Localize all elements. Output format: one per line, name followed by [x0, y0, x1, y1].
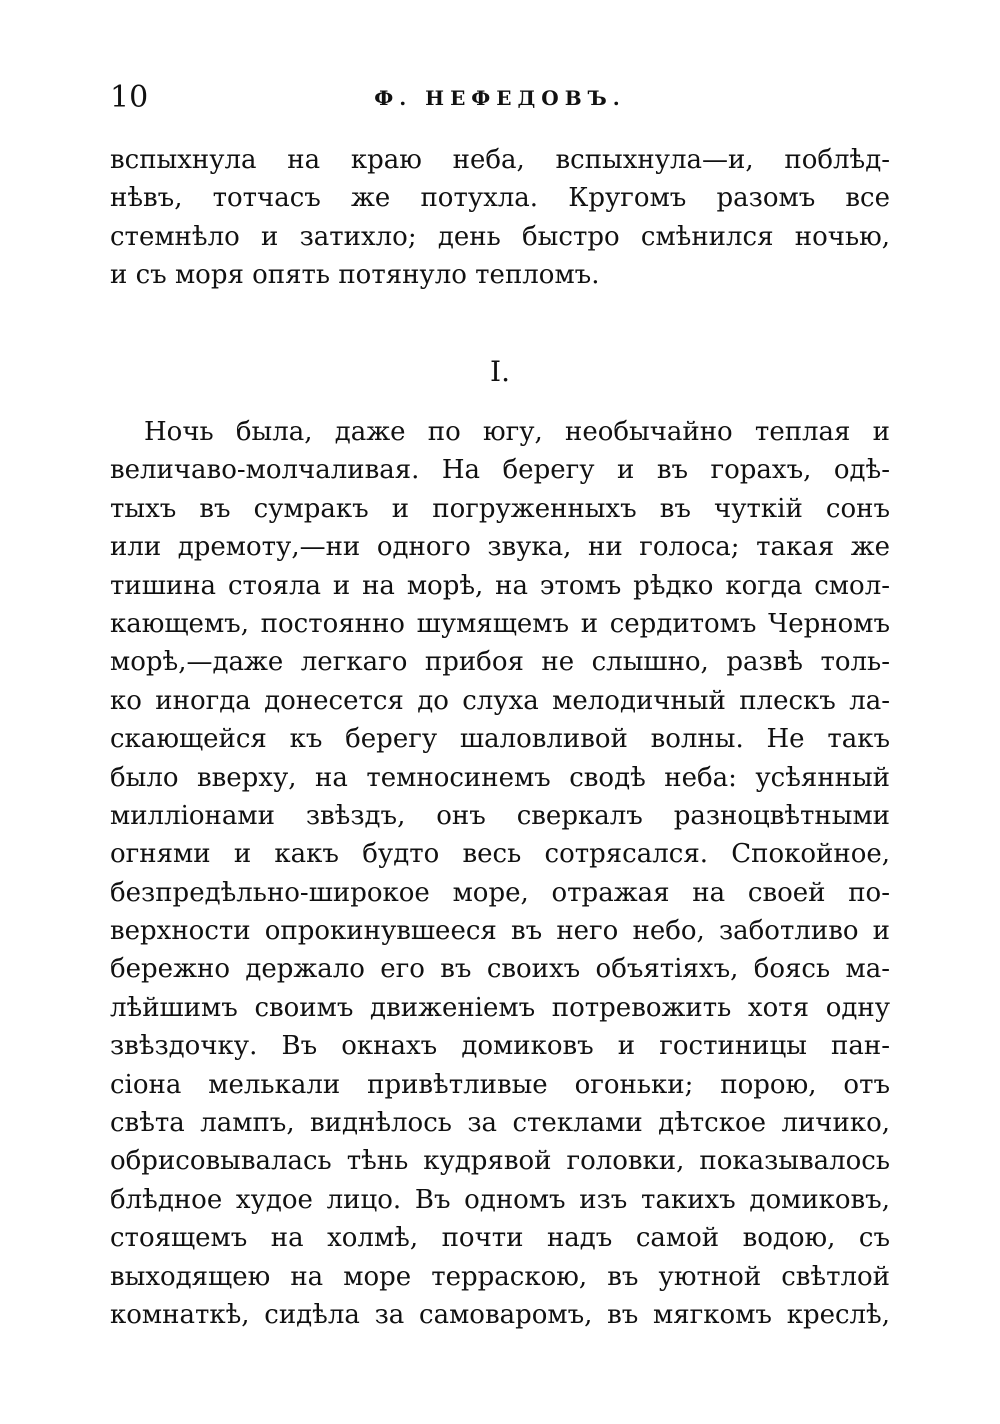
- text-line: стоящемъ на холмѣ, почти надъ самой водою, съ: [110, 1223, 890, 1254]
- text-line: свѣта лампъ, виднѣлось за стеклами дѣтское личико,: [110, 1108, 890, 1139]
- text-line: или дремоту,—ни одного звука, ни голоса; такая же: [110, 532, 890, 563]
- text-line: безпредѣльно-широкое море, отражая на своей по-: [110, 877, 890, 908]
- text-line: бережно держало его въ своихъ объятіяхъ, боясь ма-: [110, 954, 890, 985]
- text-line: звѣздочку. Въ окнахъ домиковъ и гостиницы пан-: [110, 1031, 890, 1062]
- continued-paragraph: [110, 141, 890, 295]
- text-line: Ночь была, даже по югу, необычайно теплая и: [144, 417, 890, 447]
- text-line: огнями и какъ будто весь сотрясался. Спокойное,: [110, 839, 890, 870]
- text-line: ко иногда донесется до слуха мелодичный плескъ ла-: [110, 685, 890, 716]
- text-line: тыхъ въ сумракъ и погруженныхъ въ чуткій сонъ: [110, 493, 890, 524]
- text-line: лѣйшимъ своимъ движеніемъ потревожить хотя одну: [110, 992, 890, 1023]
- running-title: Ф. НЕФЕДОВЪ.: [374, 86, 626, 110]
- text-line: скающейся къ берегу шаловливой волны. Не такъ: [110, 724, 890, 755]
- text-line: вспыхнула на краю неба, вспыхнула—и, поблѣд-: [110, 145, 890, 175]
- text-line: обрисовывалась тѣнь кудрявой головки, показывалось: [110, 1146, 890, 1177]
- text-line: нѣвъ, тотчасъ же потухла. Кругомъ разомъ все: [110, 183, 890, 214]
- text-line: тишина стояла и на морѣ, на этомъ рѣдко когда смол-: [110, 570, 890, 601]
- text-line: кающемъ, постоянно шумящемъ и сердитомъ Черномъ: [110, 608, 890, 639]
- text-line: верхности опрокинувшееся въ него небо, заботливо и: [110, 916, 890, 947]
- text-line: величаво-молчаливая. На берегу и въ горахъ, одѣ-: [110, 455, 890, 486]
- section-heading: I.: [490, 355, 510, 388]
- text-line: морѣ,—даже легкаго прибоя не слышно, развѣ толь-: [110, 647, 890, 678]
- text-line: и съ моря опять потянуло тепломъ.: [110, 260, 600, 291]
- text-line: комнаткѣ, сидѣла за самоваромъ, въ мягкомъ креслѣ,: [110, 1299, 890, 1330]
- page-number: 10: [110, 80, 149, 115]
- text-line: стемнѣло и затихло; день быстро смѣнился ночью,: [110, 221, 890, 252]
- text-line: милліонами звѣздъ, онъ сверкалъ разноцвѣтными: [110, 800, 890, 831]
- running-head: [110, 78, 890, 118]
- text-line: блѣдное худое лицо. Въ одномъ изъ такихъ домиковъ,: [110, 1184, 890, 1215]
- text-line: было вверху, на темносинемъ сводѣ неба: усѣянный: [110, 762, 890, 793]
- text-line: выходящею на море терраскою, въ уютной свѣтлой: [110, 1261, 890, 1292]
- text-line: сіона мелькали привѣтливые огоньки; порою, отъ: [110, 1069, 890, 1100]
- main-paragraph: [110, 413, 890, 1334]
